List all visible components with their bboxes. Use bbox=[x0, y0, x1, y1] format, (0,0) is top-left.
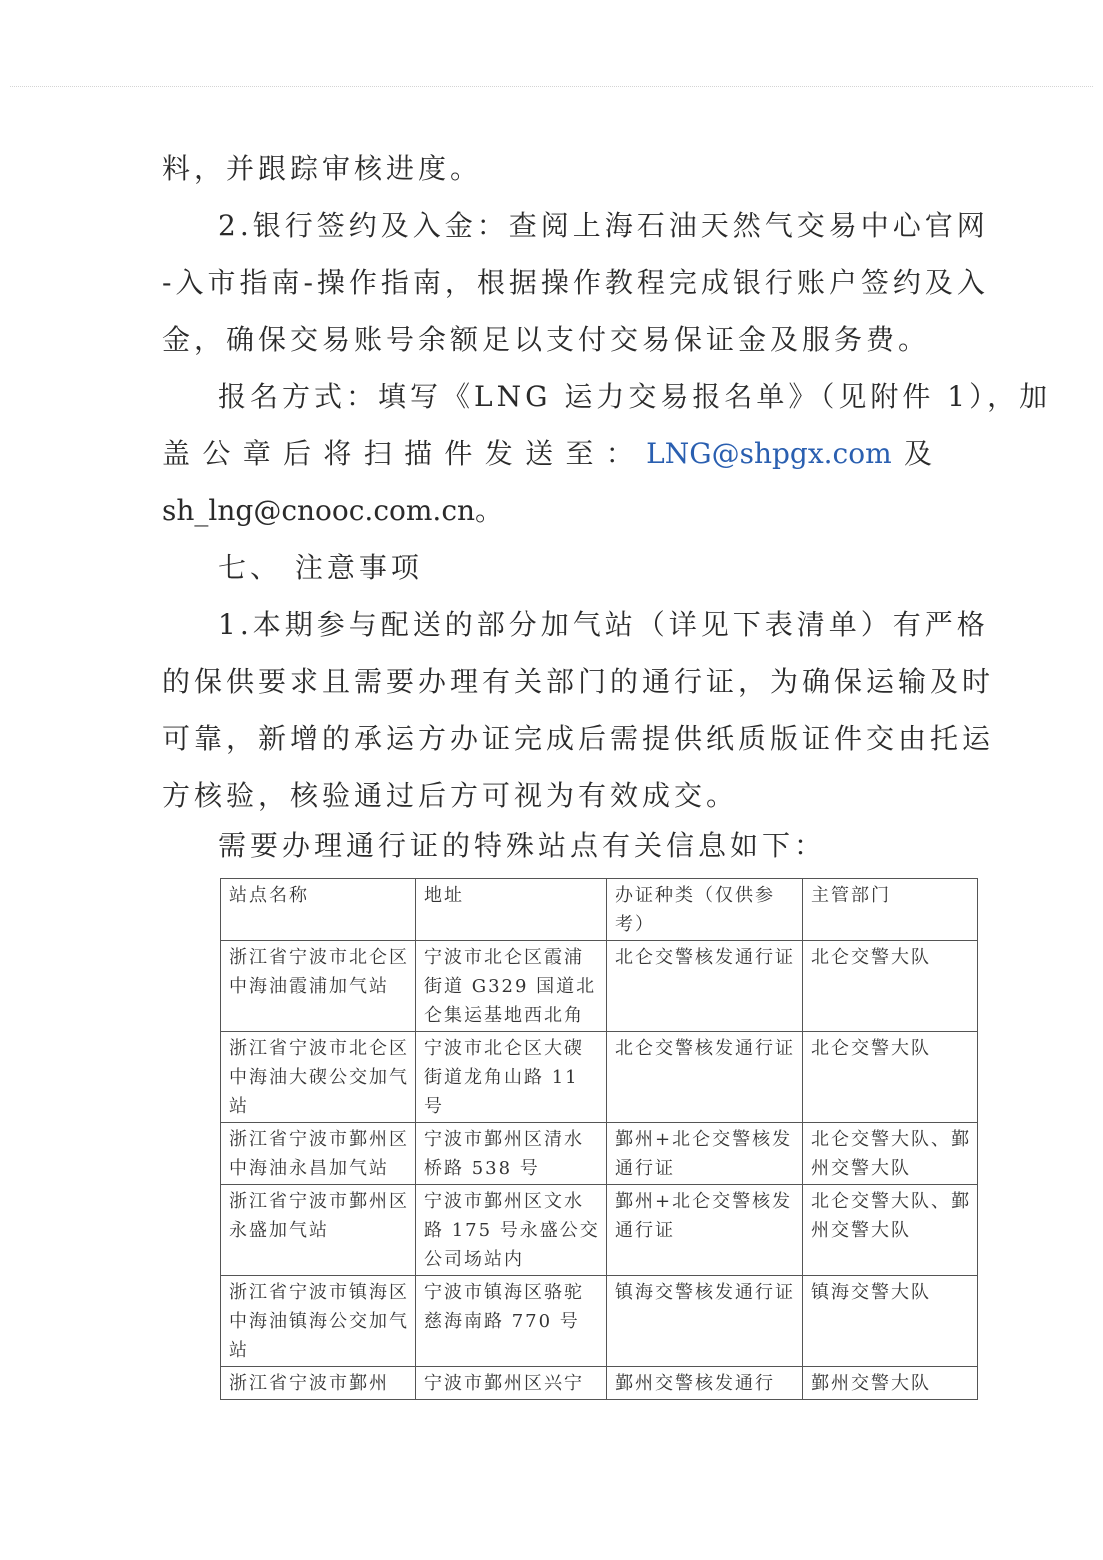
text-char: 盖 bbox=[162, 437, 191, 470]
text-char: 将 bbox=[323, 437, 352, 470]
table-cell: 浙江省宁波市镇海区中海油镇海公交加气站 bbox=[221, 1276, 416, 1367]
table-cell: 镇海交警核发通行证 bbox=[607, 1276, 803, 1367]
email-line-cnooc: sh_lng@cnooc.com.cn。 bbox=[162, 494, 504, 527]
paragraph-line: -入市指南-操作指南，根据操作教程完成银行账户签约及入 bbox=[162, 266, 989, 299]
table-row bbox=[221, 1367, 978, 1400]
table-cell: 浙江省宁波市鄞州 bbox=[221, 1367, 416, 1400]
text-char: 件 bbox=[444, 437, 473, 470]
table-header-row bbox=[221, 879, 978, 941]
table-cell: 北仑交警大队、鄞州交警大队 bbox=[803, 1185, 978, 1276]
column-header: 地址 bbox=[416, 879, 607, 941]
table-cell: 北仑交警核发通行证 bbox=[607, 1032, 803, 1123]
document-body bbox=[162, 140, 1052, 870]
table-cell: 北仑交警大队 bbox=[803, 941, 978, 1032]
paragraph-line: 金，确保交易账号余额足以支付交易保证金及服务费。 bbox=[162, 323, 931, 356]
table-cell: 宁波市北仑区大碶街道龙角山路 11 号 bbox=[416, 1032, 607, 1123]
table-cell: 宁波市鄞州区兴宁 bbox=[416, 1367, 607, 1400]
paragraph-line: 方核验，核验通过后方可视为有效成交。 bbox=[162, 779, 739, 812]
text-char: 描 bbox=[404, 437, 433, 470]
table-cell: 鄞州+北仑交警核发通行证 bbox=[607, 1123, 803, 1185]
text-char: 后 bbox=[283, 437, 312, 470]
table-cell: 浙江省宁波市鄞州区中海油永昌加气站 bbox=[221, 1123, 416, 1185]
table-row bbox=[221, 1185, 978, 1276]
text-char: 扫 bbox=[363, 437, 392, 470]
paragraph-line: 可靠，新增的承运方办证完成后需提供纸质版证件交由托运 bbox=[162, 722, 995, 755]
table-cell: 镇海交警大队 bbox=[803, 1276, 978, 1367]
table-cell: 鄞州交警核发通行 bbox=[607, 1367, 803, 1400]
text-char: 公 bbox=[202, 437, 231, 470]
text-char: 及 bbox=[903, 437, 932, 470]
table-row bbox=[221, 1123, 978, 1185]
registration-method-line2 bbox=[162, 425, 932, 482]
page-header-rule bbox=[10, 86, 1093, 87]
column-header: 主管部门 bbox=[803, 879, 978, 941]
text-char: 发 bbox=[484, 437, 513, 470]
column-header: 站点名称 bbox=[221, 879, 416, 941]
paragraph-line: 2.银行签约及入金：查阅上海石油天然气交易中心官网 bbox=[218, 209, 989, 242]
text-char: 至 bbox=[565, 437, 594, 470]
text-char: 送 bbox=[525, 437, 554, 470]
paragraph-line: 1.本期参与配送的部分加气站（详见下表清单）有严格 bbox=[218, 608, 989, 641]
table-cell: 宁波市鄞州区文水路 175 号永盛公交公司场站内 bbox=[416, 1185, 607, 1276]
table-cell: 宁波市鄞州区清水桥路 538 号 bbox=[416, 1123, 607, 1185]
table-cell: 鄞州交警大队 bbox=[803, 1367, 978, 1400]
table-cell: 宁波市北仑区霞浦街道 G329 国道北仑集运基地西北角 bbox=[416, 941, 607, 1032]
paragraph-line: 料，并跟踪审核进度。 bbox=[162, 152, 483, 185]
stations-table bbox=[220, 878, 978, 1400]
table-cell: 北仑交警核发通行证 bbox=[607, 941, 803, 1032]
table-row bbox=[221, 941, 978, 1032]
table-cell: 北仑交警大队 bbox=[803, 1032, 978, 1123]
table-cell: 鄞州+北仑交警核发通行证 bbox=[607, 1185, 803, 1276]
table-cell: 北仑交警大队、鄞州交警大队 bbox=[803, 1123, 978, 1185]
paragraph-line: 的保供要求且需要办理有关部门的通行证，为确保运输及时 bbox=[162, 665, 995, 698]
table-cell: 浙江省宁波市北仑区中海油大碶公交加气站 bbox=[221, 1032, 416, 1123]
column-header: 办证种类（仅供参考） bbox=[607, 879, 803, 941]
table-cell: 宁波市镇海区骆驼慈海南路 770 号 bbox=[416, 1276, 607, 1367]
table-intro: 需要办理通行证的特殊站点有关信息如下： bbox=[218, 829, 827, 862]
table-row bbox=[221, 1032, 978, 1123]
text-char: ： bbox=[605, 437, 634, 470]
text-char: 章 bbox=[242, 437, 271, 470]
table-cell: 浙江省宁波市鄞州区永盛加气站 bbox=[221, 1185, 416, 1276]
section-heading: 七、 注意事项 bbox=[218, 551, 423, 584]
email-link-shpgx[interactable]: LNG@shpgx.com bbox=[646, 437, 892, 470]
table-row bbox=[221, 1276, 978, 1367]
registration-method: 报名方式：填写《LNG 运力交易报名单》（见附件 1），加 bbox=[218, 380, 1052, 413]
table-cell: 浙江省宁波市北仑区中海油霞浦加气站 bbox=[221, 941, 416, 1032]
